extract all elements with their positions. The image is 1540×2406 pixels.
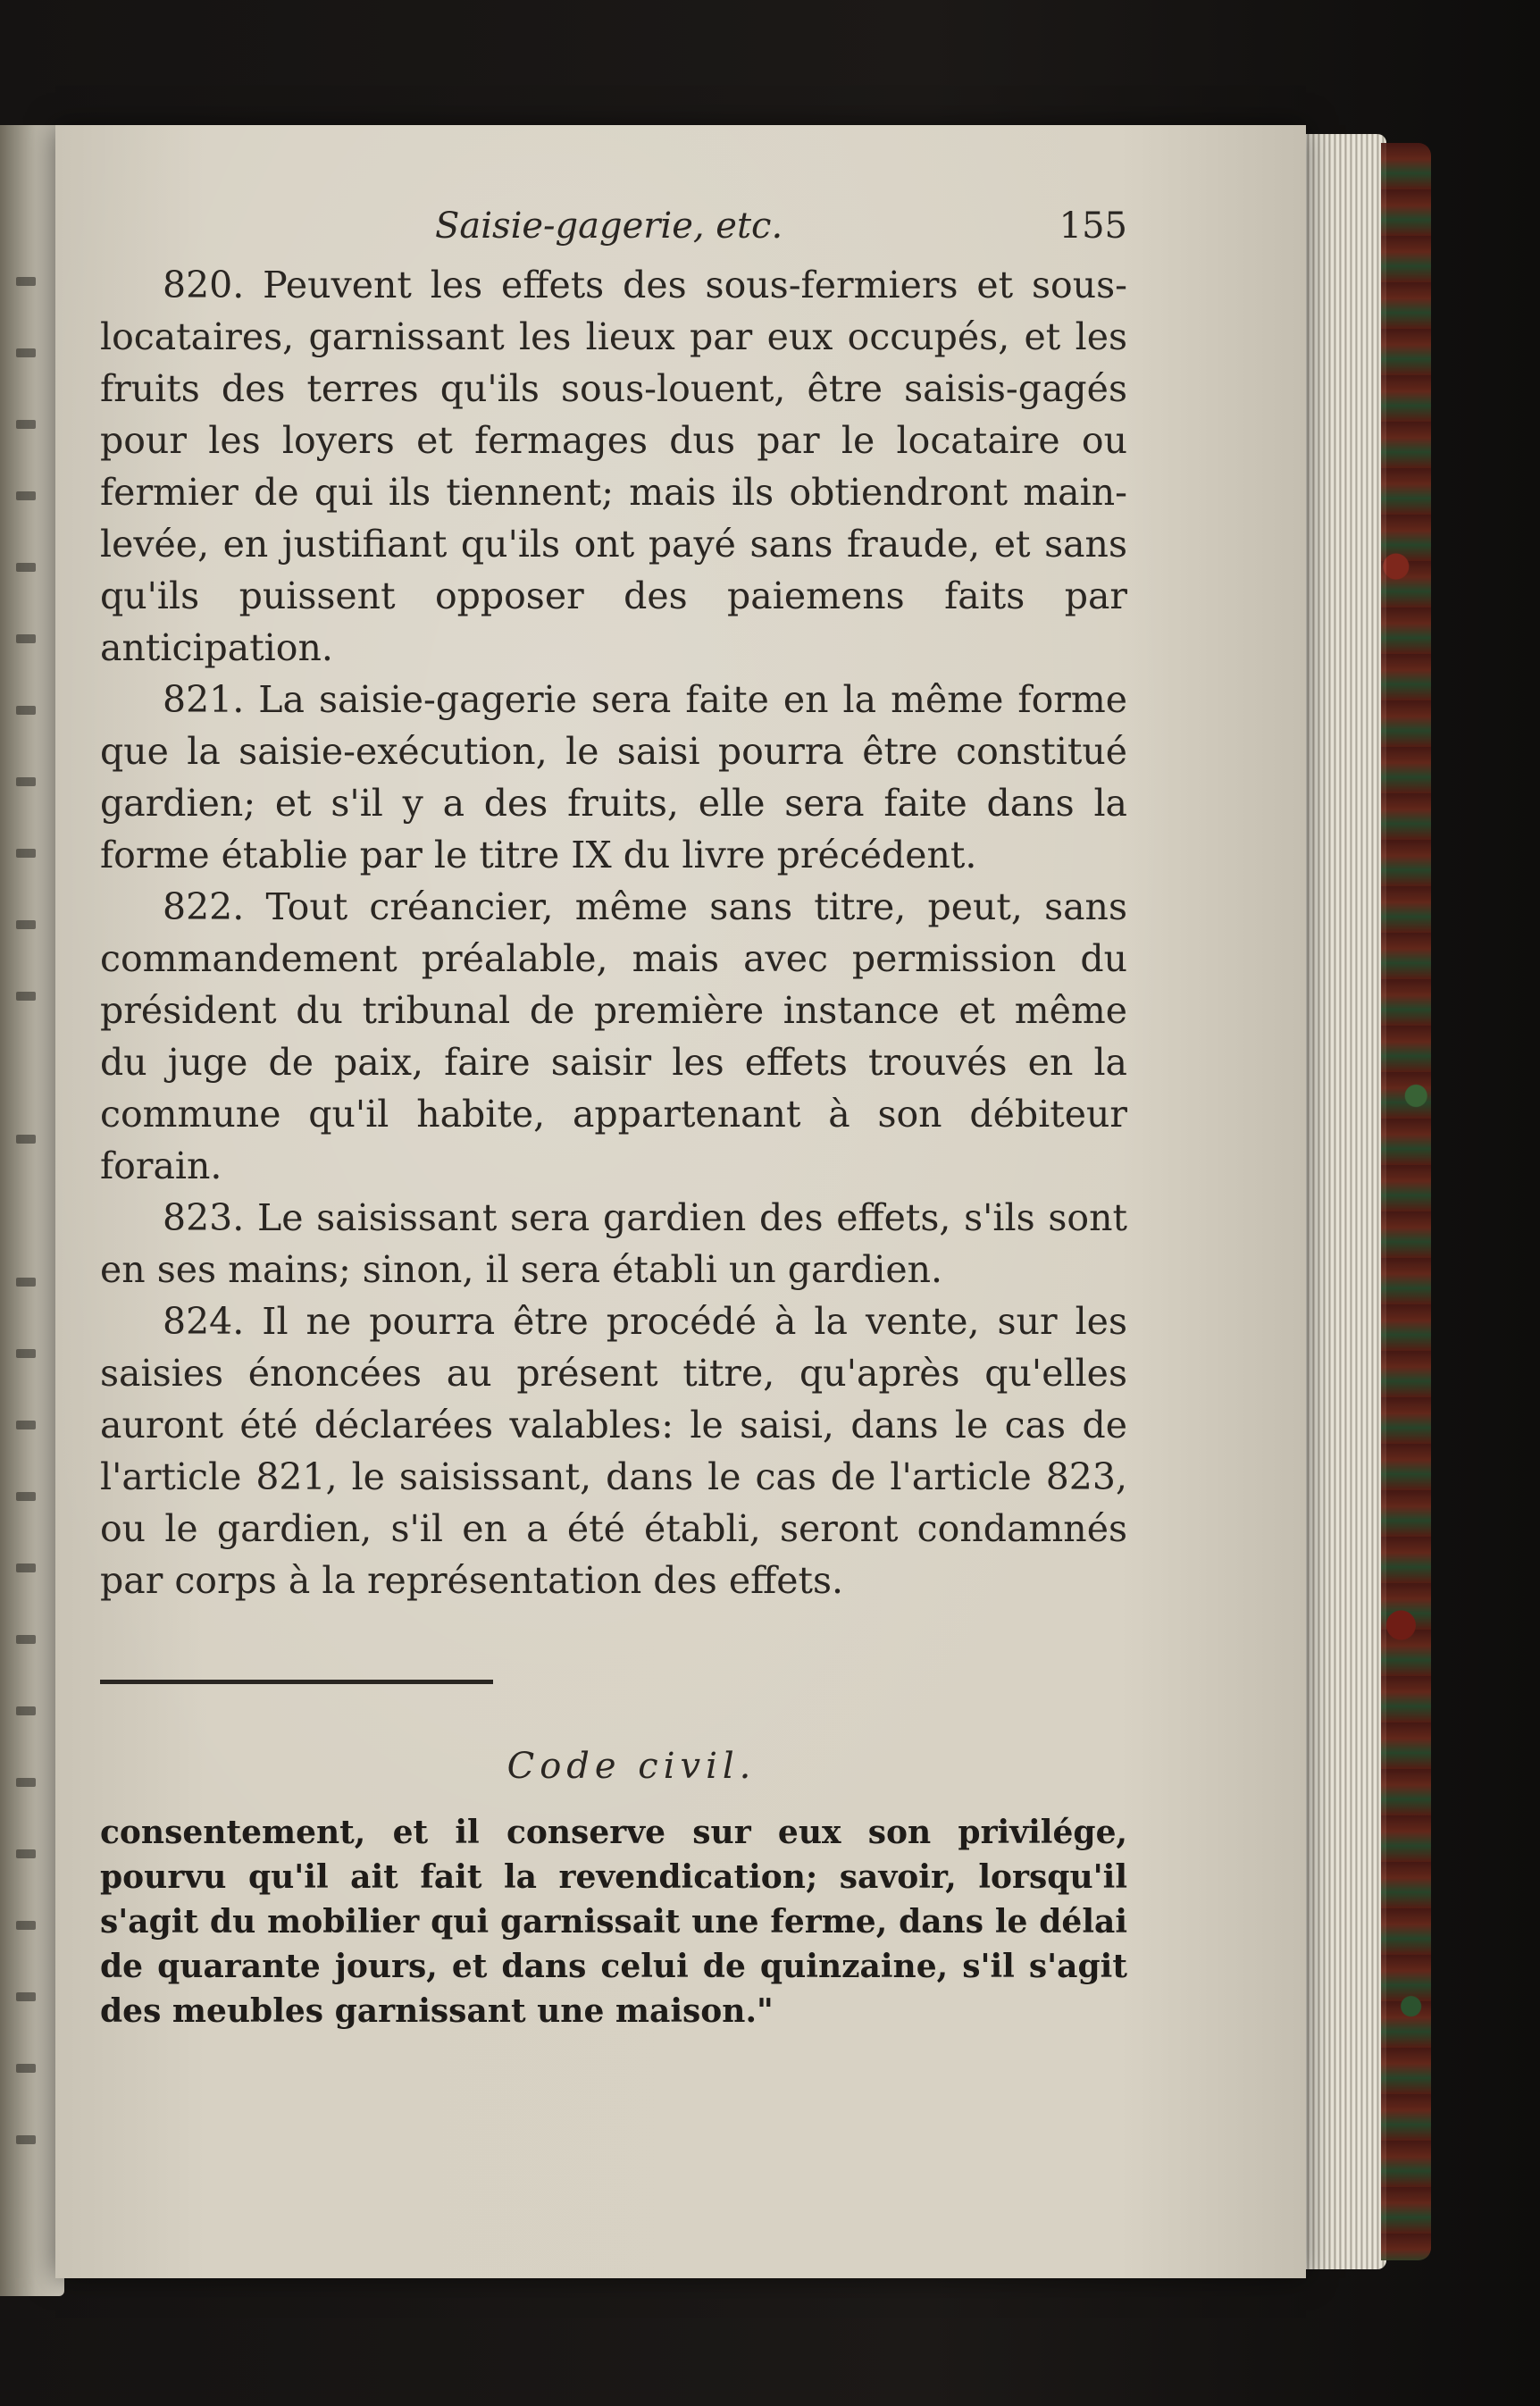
page-text bbox=[100, 205, 1127, 2033]
article-820: 820. Peuvent les effets des sous-fermiers et sous-locataires, garnissant les lieux par eux occupés, et les fruits des terres qu'ils sous-louent, être saisis-gagés pour les loyers et fermages dus par le locataire ou fermier de qui ils tiennent; mais ils obtiendront main-levée, en justifiant qu'ils ont payé sans fraude, et sans qu'ils puissent opposer des paiemens faits par anticipation. bbox=[100, 264, 1127, 669]
page-number: 155 bbox=[1059, 205, 1127, 247]
divider-rule bbox=[100, 1680, 493, 1684]
article-824: 824. Il ne pourra être procédé à la vente, sur les saisies énoncées au présent titre, qu'après qu'elles auront été déclarées valables: le saisi, dans le cas de l'article 821, le saisissant, dans le cas de l'article 823, ou le gardien, s'il en a été établi, seront condamnés par corps à la représentation des effets. bbox=[100, 1300, 1127, 1602]
code-civil-note: consentement, et il conserve sur eux son privilége, pourvu qu'il ait fait la revendication; savoir, lorsqu'il s'agit du mobilier qui garnissait une ferme, dans le délai de quarante jours, et dans celui de quinzaine, s'il s'agit des meubles garnissant une maison." bbox=[100, 1814, 1127, 2030]
marbled-cover-edge bbox=[1381, 143, 1431, 2260]
book-fore-edge bbox=[1304, 134, 1386, 2269]
article-821: 821. La saisie-gagerie sera faite en la même forme que la saisie-exécution, le saisi pourra être constitué gardien; et s'il y a des fruits, elle sera faite dans la forme établie par le titre IX du livre précédent. bbox=[100, 678, 1127, 876]
article-823: 823. Le saisissant sera gardien des effets, s'ils sont en ses mains; sinon, il sera établi un gardien. bbox=[100, 1196, 1127, 1291]
section-title: Code civil. bbox=[506, 1746, 757, 1787]
running-head bbox=[100, 205, 1127, 259]
running-title: Saisie-gagerie, etc. bbox=[435, 205, 783, 247]
section-divider bbox=[100, 1680, 1127, 1689]
article-822: 822. Tout créancier, même sans titre, peut, sans commandement préalable, mais avec permission du président du tribunal de première instance et même du juge de paix, faire saisir les effets trouvés en la commune qu'il habite, appartenant à son débiteur forain. bbox=[100, 885, 1127, 1187]
